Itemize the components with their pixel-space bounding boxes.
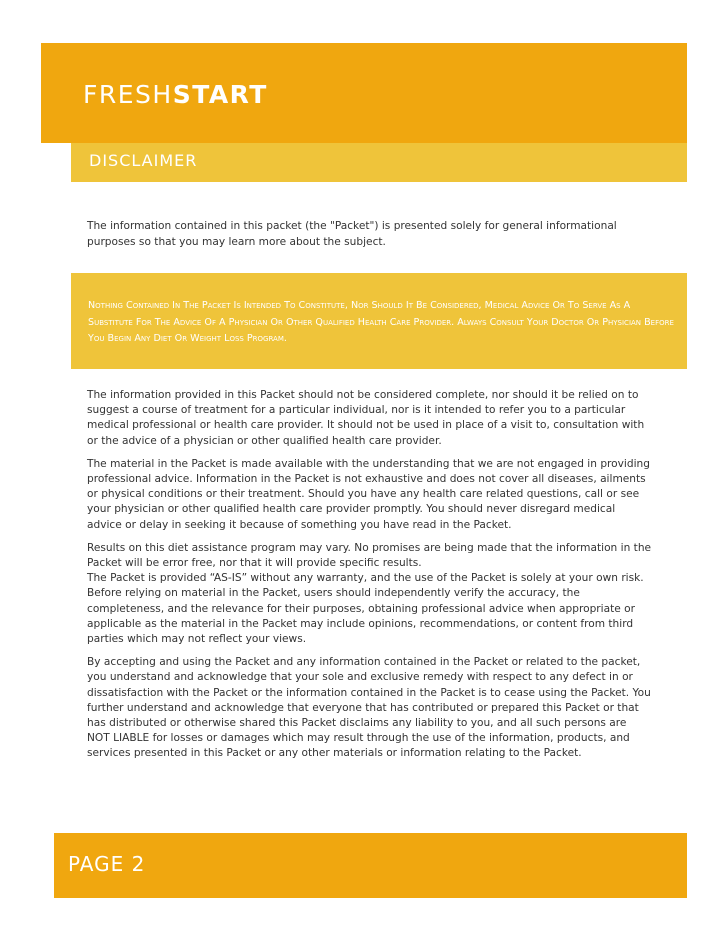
footer-banner [54, 833, 687, 898]
brand-logo [83, 80, 268, 109]
brand-light-text: FRESH [83, 80, 173, 109]
paragraph-acceptance: By accepting and using the Packet and any information contained in the Packet or related to the packet, you understand and acknowledge that your sole and exclusive remedy with respect to any defect in or dissatisfaction with the Packet or the information contained in the Packet is to cease using the Packet. You further understand and acknowledge that everyone that has contributed or prepared this Packet or that has distributed or otherwise shared this Packet disclaims any liability to you, and all such persons are NOT LIABLE for losses or damages which may result through the use of the information, products, and services presented in this Packet or any other materials or information relating to the Packet. [87, 656, 651, 760]
brand-bold-text: START [172, 80, 268, 109]
paragraph-professional-advice: The material in the Packet is made available with the understanding that we are not engaged in providing professional advice. Information in the Packet is not exhaustive and does not cover all diseases, ailments or physical conditions or their treatment. Should you have any health care related questions, call or see your physician or other qualified health care provider promptly. You should never disregard medical advice or delay in seeking it because of something you have read in the Packet. [87, 457, 650, 531]
header-banner [41, 43, 687, 143]
paragraph-results: Results on this diet assistance program may vary. No promises are being made that the information in the Packet will be error free, nor that it will provide specific results. [87, 541, 652, 570]
paragraph-as-is: The Packet is provided “AS-IS” without any warranty, and the use of the Packet is solely at your own risk. Before relying on material in the Packet, users should independently verify the accuracy, the completeness, and the relevance for their purposes, obtaining professional advice when appropriate or applicable as the material in the Packet may include opinions, recommendations, or content from third parties which may not reflect your views. [87, 572, 644, 646]
medical-notice-box [71, 273, 687, 369]
paragraph-completeness: The information provided in this Packet should not be considered complete, nor should it be relied on to suggest a course of treatment for a particular individual, nor is it intended to refer you to a particular medical professional or health care provider. It should not be used in place of a visit to, consultation with or the advice of a physician or other qualified health care provider. [87, 389, 645, 447]
section-title-bar [71, 143, 687, 182]
page-number: PAGE 2 [68, 852, 146, 876]
intro-paragraph: The information contained in this packet (the "Packet") is presented solely for general informational purposes so that you may learn more about the subject. [87, 220, 617, 248]
medical-notice-text: Nothing Contained In The Packet Is Intended To Constitute, Nor Should It Be Considered, Medical Advice Or To Serve As A Substitute For The Advice Of A Physician Or Other Qualified Health Care Provider. Always Consult Your Doctor Or Physician Before You Begin Any Diet Or Weight Loss Program. [88, 300, 674, 344]
disclaimer-body [87, 388, 652, 770]
section-title: DISCLAIMER [89, 151, 198, 170]
